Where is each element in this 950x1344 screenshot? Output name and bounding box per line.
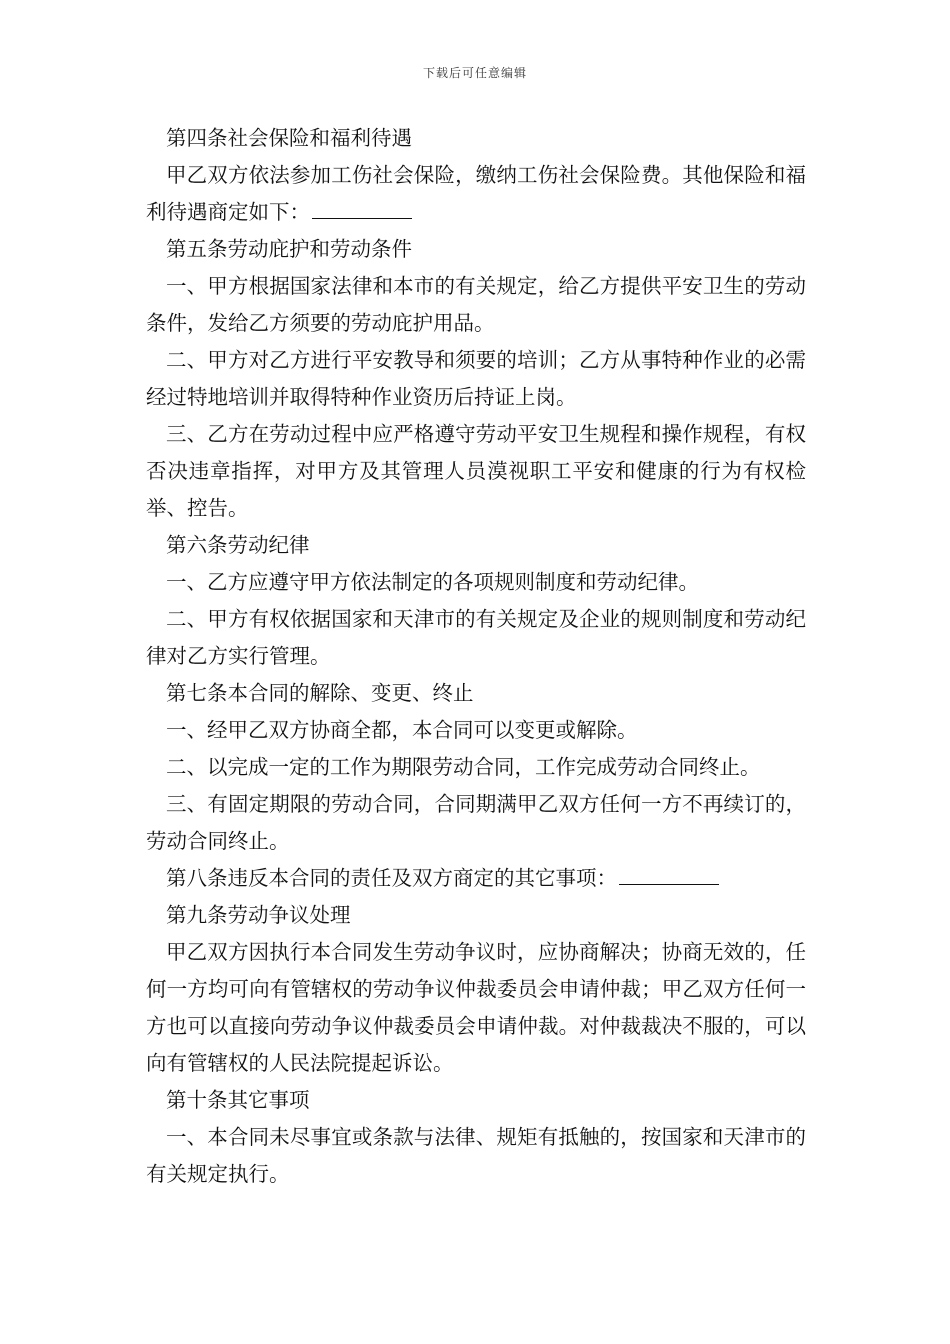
header-note: 下载后可任意编辑 (422, 66, 527, 80)
document-paragraph (146, 786, 806, 860)
document-paragraph (146, 157, 806, 231)
paragraph-text: 第四条社会保险和福利待遇 (166, 126, 412, 150)
paragraph-text: 第十条其它事项 (166, 1088, 310, 1112)
document-paragraph (146, 416, 806, 527)
document-paragraph (146, 934, 806, 1082)
document-paragraph (146, 860, 806, 897)
paragraph-text: 甲乙双方因执行本合同发生劳动争议时，应协商解决；协商无效的，任何一方均可向有管辖权的劳动争议仲裁委员会申请仲裁；甲乙双方任何一方也可以直接向劳动争议仲裁委员会申请仲裁。对仲裁裁决不服的，可以向有管辖权的人民法院提起诉讼。 (146, 940, 806, 1075)
document-paragraph (146, 1119, 806, 1193)
paragraph-text: 一、乙方应遵守甲方依法制定的各项规则制度和劳动纪律。 (166, 570, 699, 594)
paragraph-text: 三、乙方在劳动过程中应严格遵守劳动平安卫生规程和操作规程，有权否决违章指挥，对甲方及其管理人员漠视职工平安和健康的行为有权检举、控告。 (146, 422, 806, 520)
document-paragraph (146, 564, 806, 601)
document-paragraph (146, 120, 806, 157)
paragraph-text: 二、以完成一定的工作为期限劳动合同，工作完成劳动合同终止。 (166, 755, 761, 779)
document-paragraph (146, 675, 806, 712)
paragraph-text: 第六条劳动纪律 (166, 533, 310, 557)
document-paragraph (146, 897, 806, 934)
paragraph-text: 一、本合同未尽事宜或条款与法律、规矩有抵触的，按国家和天津市的有关规定执行。 (146, 1125, 806, 1186)
document-paragraph (146, 342, 806, 416)
document-paragraph (146, 1082, 806, 1119)
paragraph-text: 第七条本合同的解除、变更、终止 (166, 681, 474, 705)
document-paragraph (146, 601, 806, 675)
fill-in-blank-line (619, 862, 719, 885)
paragraph-text: 第九条劳动争议处理 (166, 903, 351, 927)
paragraph-text: 一、经甲乙双方协商全都，本合同可以变更或解除。 (166, 718, 638, 742)
document-body (146, 120, 806, 1193)
paragraph-text: 一、甲方根据国家法律和本市的有关规定，给乙方提供平安卫生的劳动条件，发给乙方须要的劳动庇护用品。 (146, 274, 806, 335)
fill-in-blank-line (312, 196, 412, 219)
paragraph-text: 第八条违反本合同的责任及双方商定的其它事项： (166, 866, 617, 890)
paragraph-text: 二、甲方有权依据国家和天津市的有关规定及企业的规则制度和劳动纪律对乙方实行管理。 (146, 607, 806, 668)
document-paragraph (146, 268, 806, 342)
paragraph-text: 三、有固定期限的劳动合同，合同期满甲乙双方任何一方不再续订的，劳动合同终止。 (146, 792, 806, 853)
document-paragraph (146, 527, 806, 564)
paragraph-text: 二、甲方对乙方进行平安教导和须要的培训；乙方从事特种作业的必需经过特地培训并取得特种作业资历后持证上岗。 (146, 348, 806, 409)
document-paragraph (146, 749, 806, 786)
document-paragraph (146, 712, 806, 749)
paragraph-text: 第五条劳动庇护和劳动条件 (166, 237, 412, 261)
paragraph-text: 甲乙双方依法参加工伤社会保险，缴纳工伤社会保险费。其他保险和福利待遇商定如下： (146, 163, 806, 224)
document-paragraph (146, 231, 806, 268)
